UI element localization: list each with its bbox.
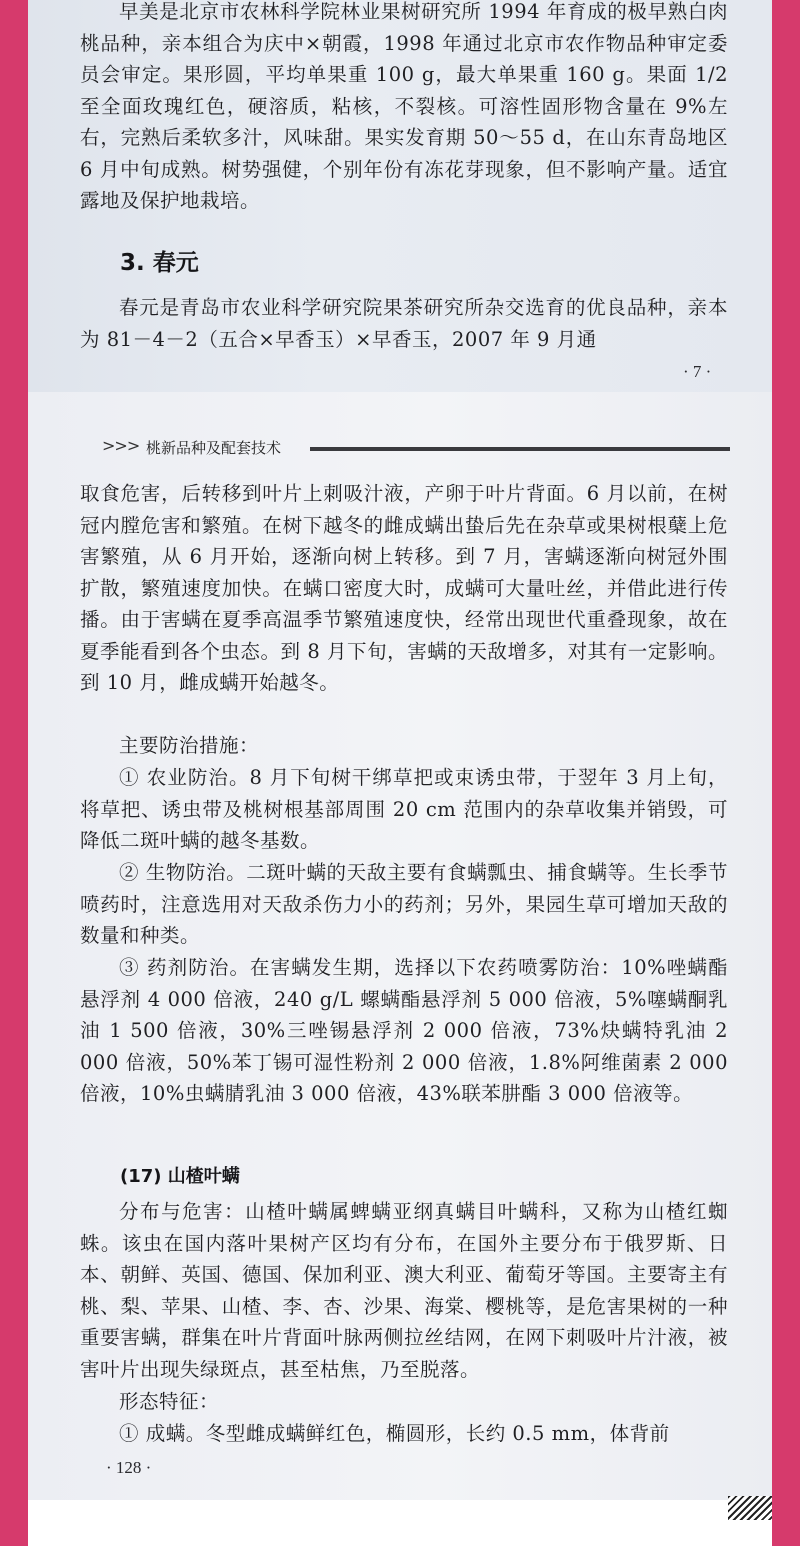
running-header <box>102 436 730 464</box>
paragraph-control-intro: 主要防治措施： <box>119 734 260 757</box>
bottom-white-strip <box>28 1500 772 1546</box>
paragraph-biological-control: ② 生物防治。二斑叶螨的天敌主要有食螨瓢虫、捕食螨等。生长季节喷药时，注意选用对天敌杀伤力小的药剂；另外，果园生草可增加天敌的数量和种类。 <box>80 861 728 947</box>
paragraph-chemical-control: ③ 药剂防治。在害螨发生期，选择以下农药喷雾防治：10%唑螨酯悬浮剂 4 000 倍液，240 g/L 螺螨酯悬浮剂 5 000 倍液，5%噻螨酮乳油 1 500 倍液，30%三唑锡悬浮剂 2 000 倍液，73%炔螨特乳油 2 000 倍液，50%苯丁锡可湿性粉剂 2 000 倍液，1.8%阿维菌素 2 000 倍液，10%虫螨腈乳油 3 000 倍液，43%联苯肼酯 3 000 倍液等。 <box>80 956 728 1105</box>
section-heading-chunyuan: 3. 春元 <box>120 250 199 276</box>
book-title: 桃新品种及配套技术 <box>146 439 282 457</box>
paragraph-morphology-intro: 形态特征： <box>119 1390 220 1413</box>
chevrons-icon: >>> <box>102 436 140 455</box>
subheading-hawthorn-mite: (17) 山楂叶螨 <box>120 1166 240 1187</box>
corner-pattern <box>728 1496 772 1520</box>
paragraph-adult-mite: ① 成螨。冬型雌成螨鲜红色，椭圆形，长约 0.5 mm，体背前 <box>119 1422 670 1445</box>
paragraph-chunyuan: 春元是青岛市农业科学研究院果茶研究所杂交选育的优良品种，亲本为 81－4－2（五合×早香玉）×早香玉，2007 年 9 月通 <box>80 296 728 351</box>
paragraph-distribution: 分布与危害：山楂叶螨属蜱螨亚纲真螨目叶螨科，又称为山楂红蜘蛛。该虫在国内落叶果树产区均有分布，在国外主要分布于俄罗斯、日本、朝鲜、英国、德国、保加利亚、澳大利亚、葡萄牙等国。主要寄主有桃、梨、苹果、山楂、李、杏、沙果、海棠、樱桃等，是危害果树的一种重要害螨，群集在叶片背面叶脉两侧拉丝结网，在网下刺吸叶片汁液，被害叶片出现失绿斑点，甚至枯焦，乃至脱落。 <box>80 1200 728 1381</box>
header-rule <box>310 447 730 451</box>
paragraph-agricultural-control: ① 农业防治。8 月下旬树干绑草把或束诱虫带，于翌年 3 月上旬，将草把、诱虫带及桃树根基部周围 20 cm 范围内的杂草收集并销毁，可降低二斑叶螨的越冬基数。 <box>80 766 728 852</box>
page-number-bottom: · 128 · <box>106 1458 152 1477</box>
paragraph-mite-damage: 取食危害，后转移到叶片上刺吸汁液，产卵于叶片背面。6 月以前，在树冠内膛危害和繁殖。在树下越冬的雌成螨出蛰后先在杂草或果树根蘖上危害繁殖，从 6 月开始，逐渐向树上转移。到 7 月，害螨逐渐向树冠外围扩散，繁殖速度加快。在螨口密度大时，成螨可大量吐丝，并借此进行传播。由于害螨在夏季高温季节繁殖速度快，经常出现世代重叠现象，故在夏季能看到各个虫态。到 8 月下旬，害螨的天敌增多，对其有一定影响。到 10 月，雌成螨开始越冬。 <box>80 482 728 694</box>
paragraph-zaomei: 早美是北京市农林科学院林业果树研究所 1994 年育成的极早熟白肉桃品种，亲本组合为庆中×朝霞，1998 年通过北京市农作物品种审定委员会审定。果形圆，平均单果重 100 g，最大单果重 160 g。果面 1/2 至全面玫瑰红色，硬溶质，粘核，不裂核。可溶性固形物含量在 9%左右，完熟后柔软多汁，风味甜。果实发育期 50～55 d，在山东青岛地区 6 月中旬成熟。树势强健，个别年份有冻花芽现象，但不影响产量。适宜露地及保护地栽培。 <box>80 0 728 212</box>
page-number-top: · 7 · <box>683 362 712 381</box>
